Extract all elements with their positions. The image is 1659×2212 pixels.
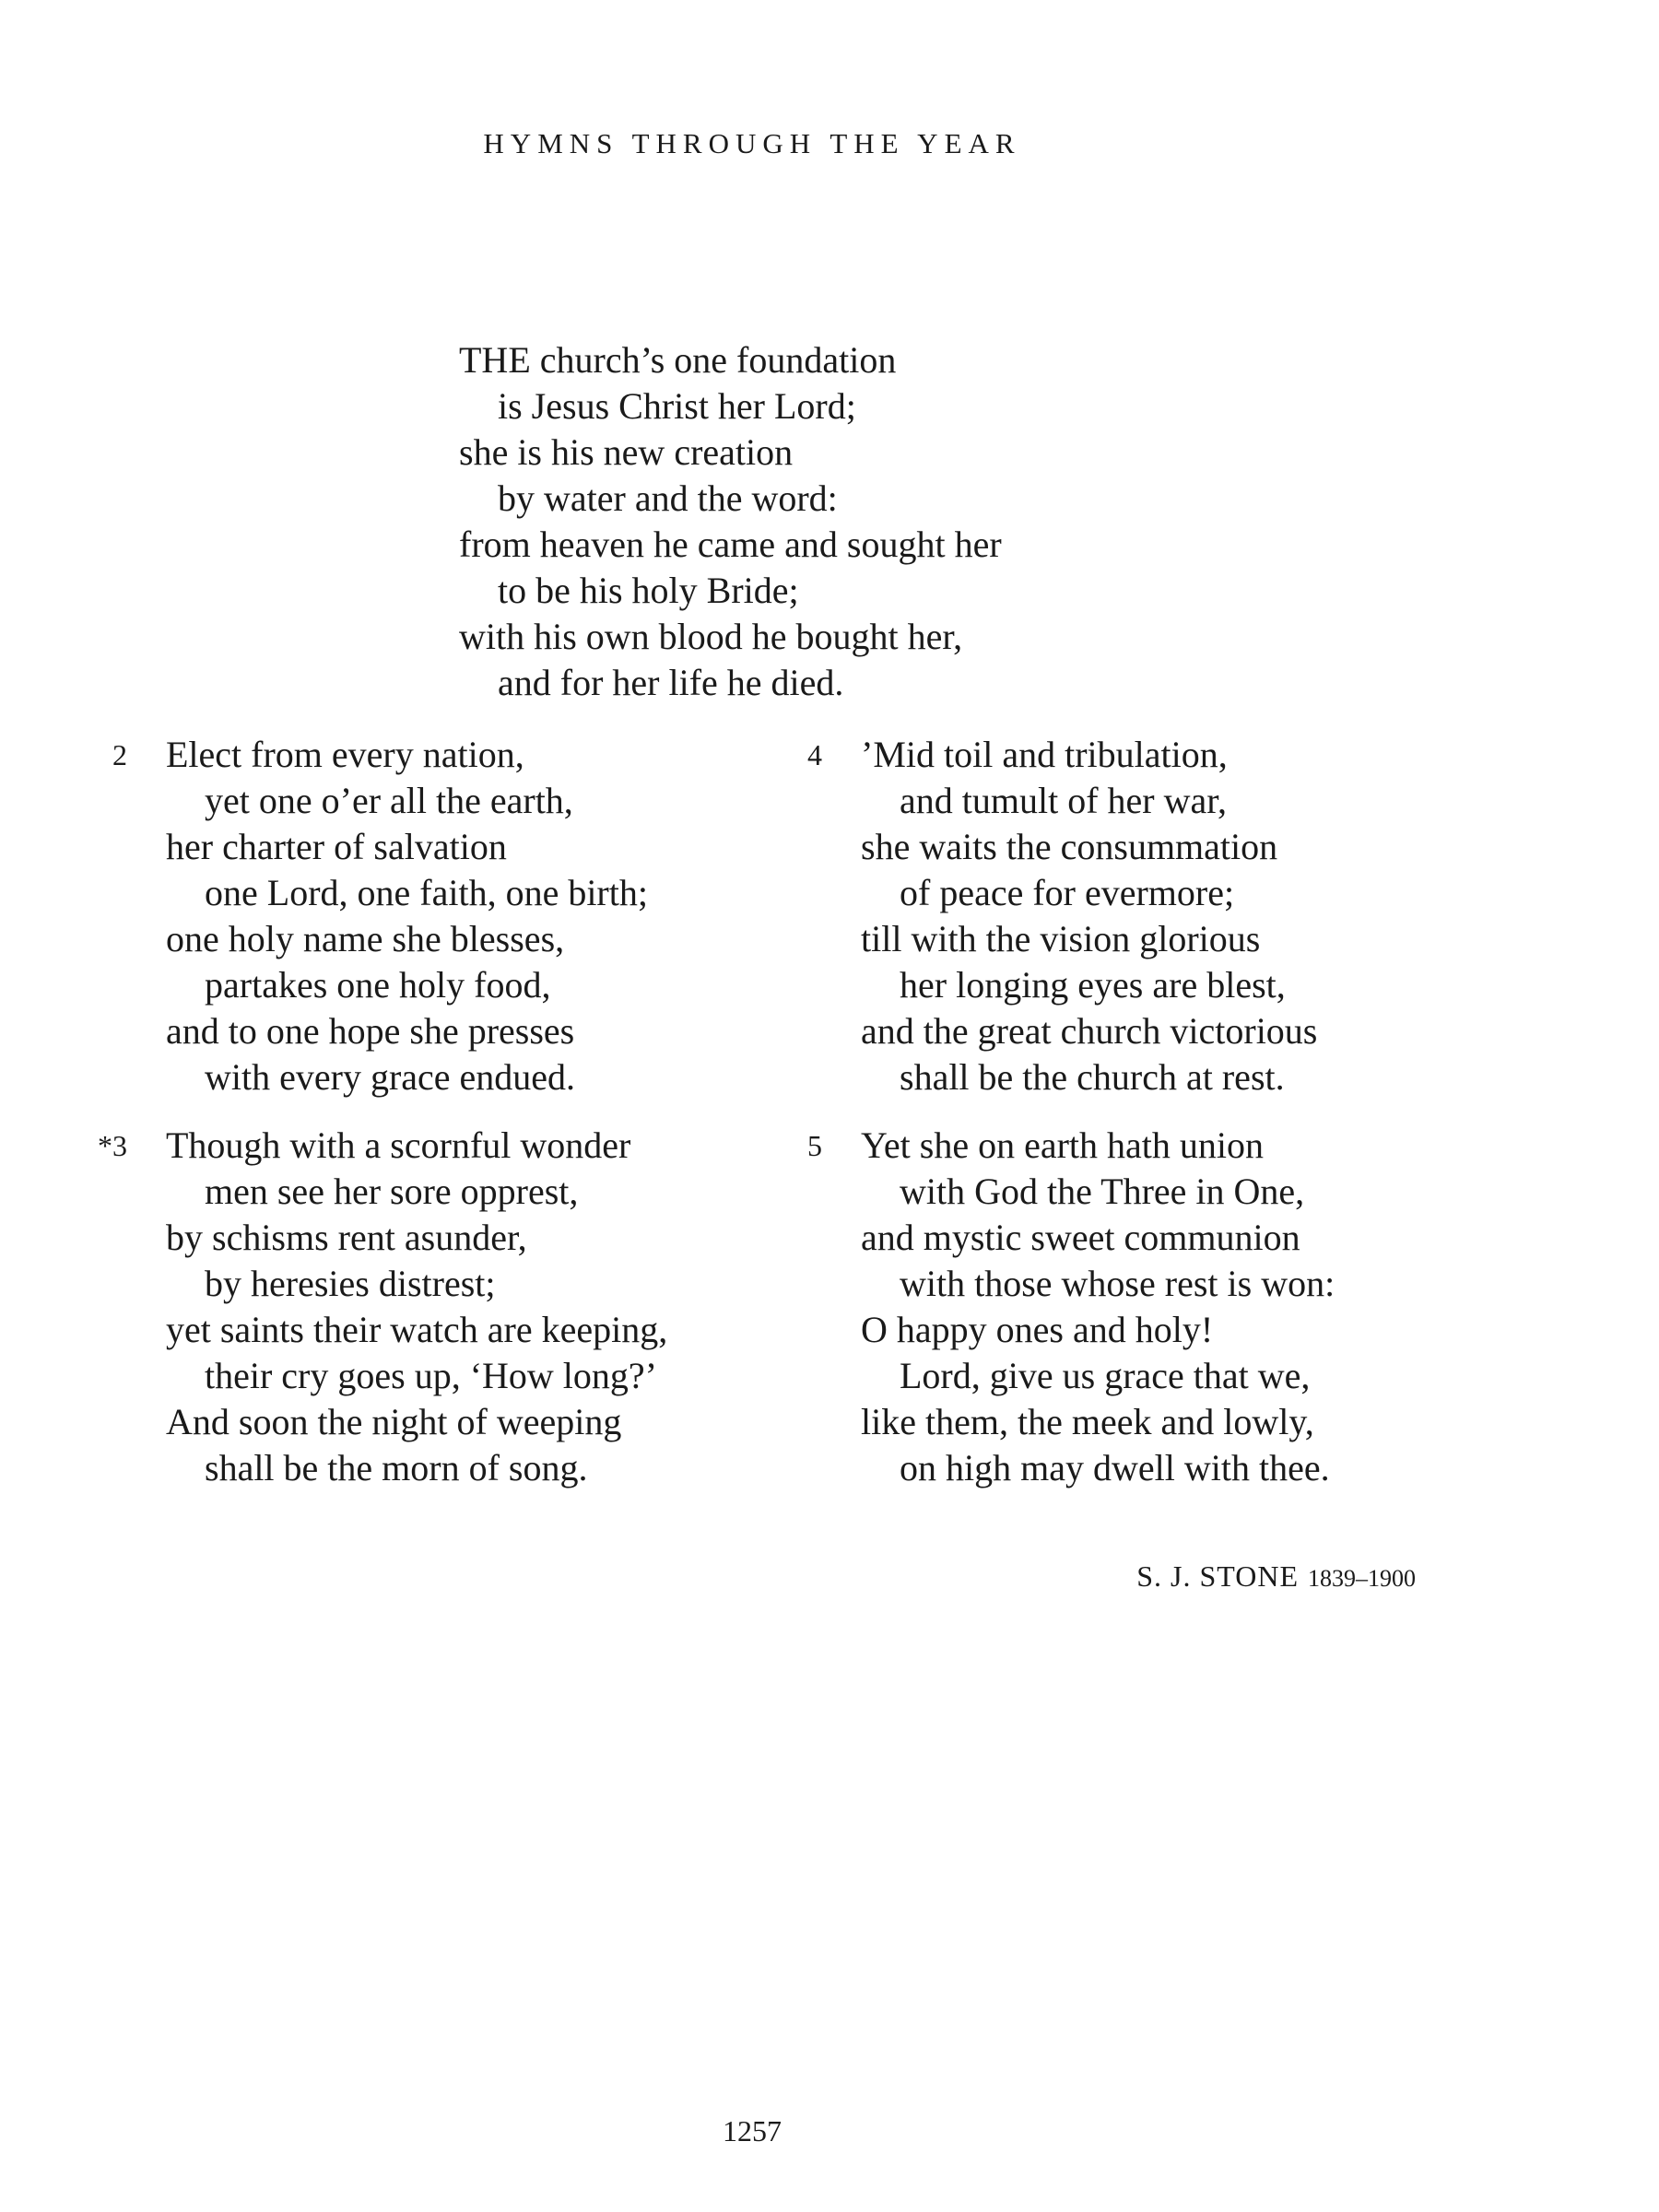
verse-line: her longing eyes are blest, xyxy=(900,964,1286,1006)
verse-line: with his own blood he bought her, xyxy=(459,616,963,657)
author-attribution xyxy=(1136,1558,1416,1597)
verse-number: 4 xyxy=(807,738,822,771)
verse-2 xyxy=(166,732,648,1100)
running-head: HYMNS THROUGH THE YEAR xyxy=(483,127,1021,159)
verse-4 xyxy=(861,732,1317,1100)
author-name: S. J. STONE xyxy=(1136,1559,1299,1593)
author-dates: 1839–1900 xyxy=(1308,1565,1416,1592)
verse-line: and to one hope she presses xyxy=(166,1010,575,1052)
verse-line: and tumult of her war, xyxy=(900,780,1227,821)
verse-line: THE church’s one foundation xyxy=(459,339,897,381)
verse-5 xyxy=(861,1123,1335,1491)
verse-line: with those whose rest is won: xyxy=(900,1263,1335,1304)
verse-number: *3 xyxy=(98,1129,127,1162)
verse-line: on high may dwell with thee. xyxy=(900,1447,1330,1488)
verse-line: shall be the morn of song. xyxy=(205,1447,588,1488)
verse-1 xyxy=(459,337,1002,706)
verse-number: 5 xyxy=(807,1129,822,1162)
verse-line: by schisms rent asunder, xyxy=(166,1217,527,1258)
verse-line: ’Mid toil and tribulation, xyxy=(861,734,1228,775)
verse-line: Yet she on earth hath union xyxy=(861,1124,1264,1166)
page-number: 1257 xyxy=(723,2114,782,2147)
verse-line: Though with a scornful wonder xyxy=(166,1124,631,1166)
verse-line: partakes one holy food, xyxy=(205,964,551,1006)
verse-line: she waits the consummation xyxy=(861,826,1278,867)
verse-line: with God the Three in One, xyxy=(900,1171,1305,1212)
verse-line: like them, the meek and lowly, xyxy=(861,1401,1314,1442)
verse-line: and mystic sweet communion xyxy=(861,1217,1300,1258)
verse-line: till with the vision glorious xyxy=(861,918,1261,959)
verse-line: to be his holy Bride; xyxy=(498,570,799,611)
verse-line: their cry goes up, ‘How long?’ xyxy=(205,1355,657,1396)
verse-line: O happy ones and holy! xyxy=(861,1309,1214,1350)
verse-3 xyxy=(166,1123,667,1491)
verse-line: of peace for evermore; xyxy=(900,872,1235,913)
verse-line: from heaven he came and sought her xyxy=(459,524,1002,565)
verse-line: by water and the word: xyxy=(498,477,838,519)
verse-line: shall be the church at rest. xyxy=(900,1056,1285,1098)
verse-line: yet one o’er all the earth, xyxy=(205,780,573,821)
verse-number: 2 xyxy=(112,738,127,771)
verse-line: with every grace endued. xyxy=(205,1056,576,1098)
verse-line: by heresies distrest; xyxy=(205,1263,496,1304)
verse-line: one Lord, one faith, one birth; xyxy=(205,872,648,913)
verse-line: is Jesus Christ her Lord; xyxy=(498,385,856,427)
verse-line: and for her life he died. xyxy=(498,662,844,703)
verse-line: men see her sore opprest, xyxy=(205,1171,579,1212)
verse-line: Elect from every nation, xyxy=(166,734,524,775)
verse-line: and the great church victorious xyxy=(861,1010,1318,1052)
verse-line: she is his new creation xyxy=(459,431,794,473)
verse-line: her charter of salvation xyxy=(166,826,507,867)
verse-line: Lord, give us grace that we, xyxy=(900,1355,1311,1396)
verse-line: yet saints their watch are keeping, xyxy=(166,1309,668,1350)
verse-line: And soon the night of weeping xyxy=(166,1401,622,1442)
verse-line: one holy name she blesses, xyxy=(166,918,565,959)
